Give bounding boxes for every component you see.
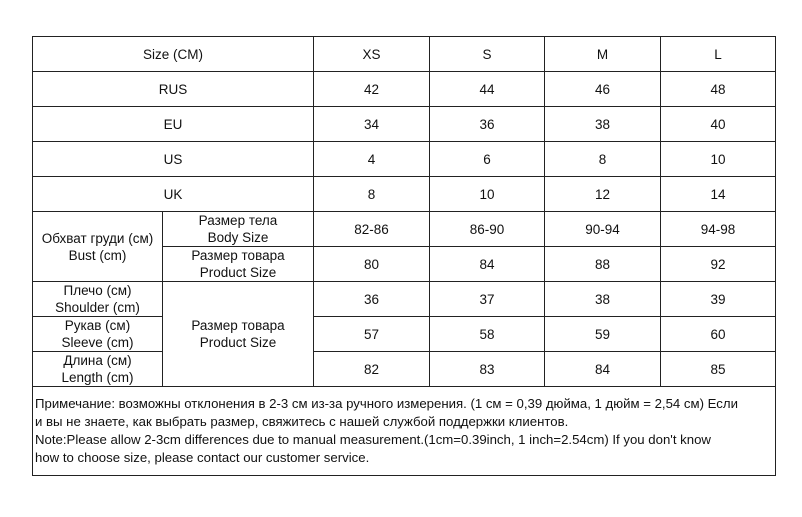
region-label: UK (33, 177, 314, 212)
product-size-label-ru: Размер товара (191, 248, 285, 263)
table-cell: 40 (661, 107, 776, 142)
shoulder-label-en: Shoulder (cm) (55, 300, 140, 315)
bust-body-row (33, 212, 776, 247)
region-label: US (33, 142, 314, 177)
region-row-rus (33, 72, 776, 107)
size-header-xs: XS (314, 37, 430, 72)
table-cell: 46 (545, 72, 661, 107)
length-label-ru: Длина (см) (63, 353, 132, 368)
table-cell: 57 (314, 317, 430, 352)
table-cell: 10 (661, 142, 776, 177)
bust-label-cell (33, 212, 163, 282)
table-cell: 88 (545, 247, 661, 282)
table-cell: 37 (430, 282, 545, 317)
size-chart-table (32, 36, 776, 476)
size-header-m: M (545, 37, 661, 72)
header-row (33, 37, 776, 72)
table-cell: 4 (314, 142, 430, 177)
table-cell: 83 (430, 352, 545, 387)
table-cell: 10 (430, 177, 545, 212)
region-row-us (33, 142, 776, 177)
region-label: RUS (33, 72, 314, 107)
product-size-group-cell (163, 282, 314, 387)
sleeve-row (33, 317, 776, 352)
table-cell: 36 (314, 282, 430, 317)
table-cell: 34 (314, 107, 430, 142)
shoulder-row (33, 282, 776, 317)
table-cell: 38 (545, 282, 661, 317)
table-cell: 82 (314, 352, 430, 387)
product-size-label-cell (163, 247, 314, 282)
table-cell: 85 (661, 352, 776, 387)
table-cell: 44 (430, 72, 545, 107)
shoulder-label-ru: Плечо (см) (63, 283, 132, 298)
table-cell: 84 (545, 352, 661, 387)
table-cell: 60 (661, 317, 776, 352)
sleeve-label-ru: Рукав (см) (64, 318, 131, 333)
table-cell: 59 (545, 317, 661, 352)
table-cell: 8 (545, 142, 661, 177)
note-ru-line-1: Примечание: возможны отклонения в 2-3 см из-за ручного измерения. (1 см = 0,39 дюйма, 1 дюйм = 2,54 см) Если (35, 396, 738, 411)
region-label: EU (33, 107, 314, 142)
length-label-cell (33, 352, 163, 387)
product-size-group-ru: Размер товара (191, 318, 285, 333)
note-ru-line-2: и вы не знаете, как выбрать размер, свяжитесь с нашей службой поддержки клиентов. (35, 414, 569, 429)
table-cell: 90-94 (545, 212, 661, 247)
table-cell: 94-98 (661, 212, 776, 247)
region-row-uk (33, 177, 776, 212)
table-cell: 82-86 (314, 212, 430, 247)
table-cell: 8 (314, 177, 430, 212)
size-header-l: L (661, 37, 776, 72)
table-cell: 6 (430, 142, 545, 177)
note-row (33, 387, 776, 476)
table-cell: 92 (661, 247, 776, 282)
note-en-line-1: Note:Please allow 2-3cm differences due to manual measurement.(1cm=0.39inch, 1 inch=2.54cm) If you don't know (35, 432, 711, 447)
table-cell: 39 (661, 282, 776, 317)
shoulder-label-cell (33, 282, 163, 317)
table-cell: 12 (545, 177, 661, 212)
bust-label-en: Bust (cm) (68, 247, 127, 263)
region-row-eu (33, 107, 776, 142)
length-row (33, 352, 776, 387)
note-en-line-2: how to choose size, please contact our customer service. (35, 450, 370, 465)
size-header-s: S (430, 37, 545, 72)
table-cell: 80 (314, 247, 430, 282)
bust-label-ru: Обхват груди (см) (41, 230, 154, 246)
table-cell: 14 (661, 177, 776, 212)
product-size-group-en: Product Size (199, 335, 277, 350)
table-cell: 42 (314, 72, 430, 107)
sleeve-label-en: Sleeve (cm) (61, 335, 134, 350)
length-label-en: Length (cm) (61, 370, 134, 385)
sleeve-label-cell (33, 317, 163, 352)
size-header-label: Size (CM) (33, 37, 314, 72)
table-cell: 84 (430, 247, 545, 282)
body-size-label-cell (163, 212, 314, 247)
table-cell: 86-90 (430, 212, 545, 247)
table-cell: 38 (545, 107, 661, 142)
body-size-label-en: Body Size (207, 230, 269, 245)
table-cell: 48 (661, 72, 776, 107)
product-size-label-en: Product Size (199, 265, 277, 280)
table-cell: 36 (430, 107, 545, 142)
body-size-label-ru: Размер тела (198, 213, 278, 228)
table-cell: 58 (430, 317, 545, 352)
note-cell (33, 387, 776, 476)
